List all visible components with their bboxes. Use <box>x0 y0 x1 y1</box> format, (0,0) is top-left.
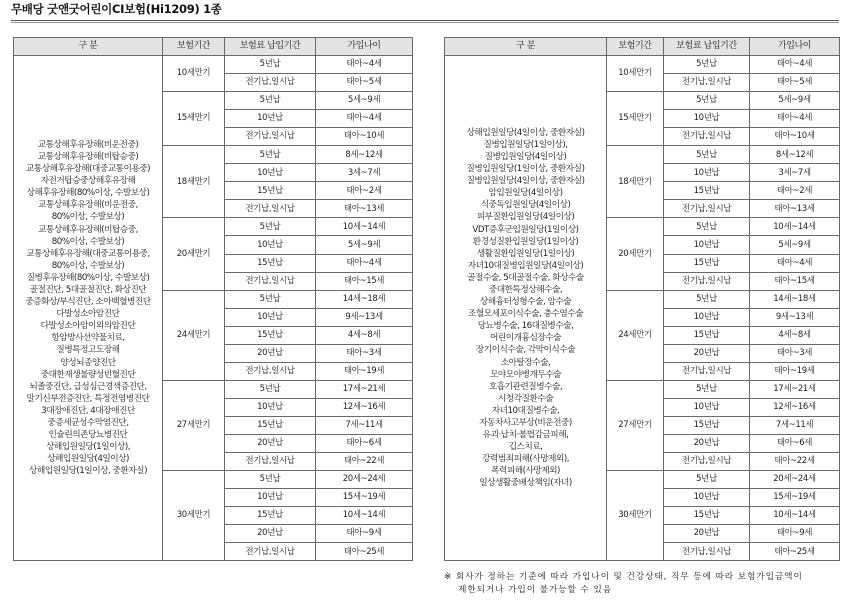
coverage-item: 식중독입원일당(4일이상) <box>480 200 571 211</box>
entry-age-cell: 태아~15세 <box>316 272 413 290</box>
coverage-item: 80%이상, 수발보상) <box>51 236 125 247</box>
entry-age-cell: 20세~24세 <box>750 471 840 489</box>
entry-age-cell: 태아~5세 <box>316 74 413 92</box>
payment-period-cell: 10년납 <box>664 398 750 416</box>
coverage-item: 조혈모세포이식수술, 충수염수술 <box>467 309 583 320</box>
coverage-item: 폭력피해(사망제외) <box>491 466 560 477</box>
coverage-item: 상해입원일당(4일이상) <box>47 454 129 465</box>
footnote <box>444 571 844 597</box>
entry-age-cell: 7세~11세 <box>750 416 840 434</box>
left-table-body <box>14 56 413 561</box>
coverage-item: 80%이상, 수발보상) <box>51 212 125 223</box>
entry-age-cell: 12세~16세 <box>750 398 840 416</box>
entry-age-cell: 20세~24세 <box>316 471 413 489</box>
payment-period-cell: 5년납 <box>664 471 750 489</box>
coverage-item: 소아탈장수술, <box>500 357 551 368</box>
insurance-period-cell: 10세만기 <box>607 56 664 92</box>
coverage-item: 상해입원일당(1일이상, 중환자실) <box>29 466 147 477</box>
entry-age-cell: 5세~9세 <box>750 236 840 254</box>
coverage-item: 어린이개흉심장수술 <box>489 333 562 344</box>
insurance-period-cell: 27세만기 <box>607 380 664 470</box>
entry-age-cell: 15세~19세 <box>750 489 840 507</box>
payment-period-cell: 10년납 <box>225 489 316 507</box>
payment-period-cell: 전기납,일시납 <box>664 128 750 146</box>
payment-period-cell: 10년납 <box>225 308 316 326</box>
payment-period-cell: 5년납 <box>225 471 316 489</box>
entry-age-cell: 12세~16세 <box>316 398 413 416</box>
coverage-item: 중증화상/부식진단, 소아백혈병진단 <box>25 297 151 308</box>
payment-period-cell: 5년납 <box>225 218 316 236</box>
coverage-item: 교통상해후유장해(비운전중) <box>37 139 139 150</box>
insurance-period-cell: 20세만기 <box>163 218 225 290</box>
coverage-item: 생활질환입원일당(1일이상) <box>476 248 575 259</box>
entry-age-cell: 9세~13세 <box>750 308 840 326</box>
table-header-row <box>445 38 840 56</box>
entry-age-cell: 태아~10세 <box>750 128 840 146</box>
payment-period-cell: 5년납 <box>664 218 750 236</box>
title-divider-secondary <box>11 22 839 23</box>
coverage-item: 상해입원일당(4일이상, 중환자실) <box>466 127 585 138</box>
coverage-item: 호흡기관련질병수술, <box>488 381 563 392</box>
page-title: 무배당 굿앤굿어린이CI보험(Hi1209) 1종 <box>11 2 222 16</box>
payment-period-cell: 전기납,일시납 <box>225 543 316 561</box>
entry-age-cell: 태아~9세 <box>750 525 840 543</box>
payment-period-cell: 5년납 <box>225 92 316 110</box>
entry-age-cell: 태아~2세 <box>750 182 840 200</box>
entry-age-cell: 5세~9세 <box>750 92 840 110</box>
insurance-period-cell: 24세만기 <box>607 290 664 380</box>
coverage-item: 인슐린의존당뇨병진단 <box>48 430 128 441</box>
payment-period-cell: 15년납 <box>225 254 316 272</box>
coverage-item: 질병입원일당(4일이상, 중환자실) <box>466 176 585 187</box>
entry-age-cell: 3세~7세 <box>750 164 840 182</box>
payment-period-cell: 5년납 <box>225 146 316 164</box>
coverage-item: 질병입원일당(1일이상, 중환자실) <box>466 164 585 175</box>
coverage-item: 중증세균성수막염진단, <box>47 418 129 428</box>
entry-age-cell: 태아~4세 <box>316 56 413 74</box>
entry-age-cell: 17세~21세 <box>316 380 413 398</box>
payment-period-cell: 15년납 <box>225 507 316 525</box>
payment-period-cell: 10년납 <box>664 164 750 182</box>
coverage-item: 자전거탑승중상해후유장해 <box>40 176 136 187</box>
entry-age-cell: 태아~2세 <box>316 182 413 200</box>
payment-period-cell: 5년납 <box>664 380 750 398</box>
payment-period-cell: 5년납 <box>225 290 316 308</box>
coverage-item: 다발성소아암진단 <box>56 309 120 320</box>
coverage-item: 교통상해후유장해(대중교통이용중, <box>26 248 150 259</box>
entry-age-cell: 태아~22세 <box>316 453 413 471</box>
entry-age-cell: 태아~25세 <box>316 543 413 561</box>
payment-period-cell: 전기납,일시납 <box>225 453 316 471</box>
left-coverage-table <box>13 37 413 561</box>
entry-age-cell: 4세~8세 <box>750 326 840 344</box>
header-entry-age: 가입나이 <box>316 38 413 56</box>
payment-period-cell: 전기납,일시납 <box>225 362 316 380</box>
right-coverage-table <box>444 37 840 561</box>
table-header-row <box>14 38 413 56</box>
payment-period-cell: 10년납 <box>664 110 750 128</box>
coverage-item: 질병입원일당(4일이상) <box>484 151 567 162</box>
payment-period-cell: 15년납 <box>225 326 316 344</box>
entry-age-cell: 14세~18세 <box>316 290 413 308</box>
coverage-item: 자동차사고부상(비운전중) <box>479 418 572 428</box>
entry-age-cell: 태아~10세 <box>316 128 413 146</box>
coverage-item: 유괴·납치·불법감금피해, <box>482 430 569 441</box>
coverage-item: 당뇨병수술, 16대질병수술, <box>477 321 574 332</box>
payment-period-cell: 5년납 <box>664 92 750 110</box>
entry-age-cell: 10세~14세 <box>316 218 413 236</box>
header-coverage: 구 분 <box>445 38 607 56</box>
coverage-item: 항암방사선약물치료, <box>51 333 125 344</box>
coverage-list-cell <box>14 56 163 561</box>
entry-age-cell: 5세~9세 <box>316 236 413 254</box>
payment-period-cell: 전기납,일시납 <box>664 453 750 471</box>
coverage-item: 골절진단, 5대골절진단, 화상진단 <box>29 284 147 295</box>
payment-period-cell: 전기납,일시납 <box>225 128 316 146</box>
coverage-item: 교통상해후유장해(대중교통이용중) <box>25 164 151 175</box>
coverage-item: 상해후유장해(80%이상, 수발보상) <box>26 188 150 199</box>
coverage-item: 피부질환입원일당(4일이상) <box>476 212 575 223</box>
payment-period-cell: 전기납,일시납 <box>664 74 750 92</box>
coverage-list-cell <box>445 56 607 561</box>
entry-age-cell: 태아~9세 <box>316 525 413 543</box>
entry-age-cell: 태아~22세 <box>750 453 840 471</box>
insurance-period-cell: 18세만기 <box>607 146 664 218</box>
payment-period-cell: 전기납,일시납 <box>225 74 316 92</box>
payment-period-cell: 전기납,일시납 <box>225 200 316 218</box>
coverage-item: 상해흉터성형수술, 암수술 <box>479 297 572 308</box>
payment-period-cell: 5년납 <box>225 380 316 398</box>
coverage-item: 3대장애진단, 4대장애진단 <box>41 405 135 416</box>
payment-period-cell: 전기납,일시납 <box>664 362 750 380</box>
entry-age-cell: 태아~15세 <box>750 272 840 290</box>
payment-period-cell: 15년납 <box>225 182 316 200</box>
payment-period-cell: 20년납 <box>225 344 316 362</box>
insurance-period-cell: 18세만기 <box>163 146 225 218</box>
title-divider <box>11 20 839 21</box>
coverage-item: 질병특정고도장해 <box>56 345 120 356</box>
insurance-period-cell: 15세만기 <box>163 92 225 146</box>
payment-period-cell: 5년납 <box>225 56 316 74</box>
insurance-period-cell: 30세만기 <box>607 471 664 561</box>
entry-age-cell: 태아~19세 <box>316 362 413 380</box>
coverage-item: 일상생활중배상책임(자녀) <box>479 478 572 489</box>
coverage-item: 암입원일당(4일이상) <box>488 188 563 199</box>
footnote-line-2: 제한되거나 가입이 불가능할 수 있음 <box>458 585 613 595</box>
entry-age-cell: 태아~13세 <box>750 200 840 218</box>
entry-age-cell: 15세~19세 <box>316 489 413 507</box>
entry-age-cell: 태아~3세 <box>750 344 840 362</box>
entry-age-cell: 10세~14세 <box>750 218 840 236</box>
entry-age-cell: 태아~4세 <box>750 56 840 74</box>
coverage-item: 80%이상, 수발보상) <box>51 260 125 271</box>
entry-age-cell: 8세~12세 <box>316 146 413 164</box>
entry-age-cell: 10세~14세 <box>316 507 413 525</box>
coverage-item: 교통상해후유장해(비탑승중) <box>37 151 139 162</box>
coverage-item: 모야모야병개두수술 <box>489 369 562 380</box>
entry-age-cell: 3세~7세 <box>316 164 413 182</box>
payment-period-cell: 15년납 <box>664 507 750 525</box>
entry-age-cell: 태아~6세 <box>750 434 840 452</box>
payment-period-cell: 10년납 <box>225 164 316 182</box>
table-row <box>445 56 840 74</box>
payment-period-cell: 15년납 <box>664 416 750 434</box>
entry-age-cell: 9세~13세 <box>316 308 413 326</box>
coverage-item: VDT증후군입원일당(1일이상) <box>472 224 579 235</box>
payment-period-cell: 20년납 <box>225 434 316 452</box>
insurance-period-cell: 30세만기 <box>163 471 225 561</box>
payment-period-cell: 10년납 <box>664 236 750 254</box>
payment-period-cell: 전기납,일시납 <box>664 200 750 218</box>
entry-age-cell: 14세~18세 <box>750 290 840 308</box>
right-table-body <box>445 56 840 561</box>
coverage-item: 환경성질환입원일당(1일이상) <box>472 236 579 247</box>
insurance-period-cell: 24세만기 <box>163 290 225 380</box>
coverage-item: 중대한특정상해수술, <box>488 284 563 295</box>
payment-period-cell: 5년납 <box>664 56 750 74</box>
coverage-item: 중대한재생불량성빈혈진단 <box>40 369 136 380</box>
insurance-period-cell: 15세만기 <box>607 92 664 146</box>
entry-age-cell: 태아~4세 <box>316 254 413 272</box>
payment-period-cell: 15년납 <box>664 182 750 200</box>
coverage-item: 강력범죄피해(사망제외), <box>482 454 569 465</box>
entry-age-cell: 5세~9세 <box>316 92 413 110</box>
payment-period-cell: 10년납 <box>225 236 316 254</box>
coverage-item: 시청각질환수술 <box>497 393 554 404</box>
payment-period-cell: 20년납 <box>664 434 750 452</box>
payment-period-cell: 전기납,일시납 <box>225 272 316 290</box>
payment-period-cell: 20년납 <box>225 525 316 543</box>
entry-age-cell: 태아~4세 <box>316 110 413 128</box>
coverage-item: 양성뇌종양진단 <box>60 357 116 368</box>
header-coverage: 구 분 <box>14 38 163 56</box>
payment-period-cell: 5년납 <box>664 146 750 164</box>
entry-age-cell: 태아~5세 <box>750 74 840 92</box>
entry-age-cell: 태아~25세 <box>750 543 840 561</box>
entry-age-cell: 태아~4세 <box>750 254 840 272</box>
entry-age-cell: 4세~8세 <box>316 326 413 344</box>
header-payment-period: 보험료 납입기간 <box>664 38 750 56</box>
entry-age-cell: 태아~6세 <box>316 434 413 452</box>
payment-period-cell: 15년납 <box>225 416 316 434</box>
coverage-item: 자녀10대질병수술, <box>491 405 560 416</box>
payment-period-cell: 10년납 <box>664 489 750 507</box>
payment-period-cell: 15년납 <box>664 254 750 272</box>
entry-age-cell: 태아~19세 <box>750 362 840 380</box>
table-row <box>14 56 413 74</box>
coverage-item: 교통상해후유장해(비탑승중, <box>38 224 138 235</box>
payment-period-cell: 5년납 <box>664 290 750 308</box>
entry-age-cell: 7세~11세 <box>316 416 413 434</box>
entry-age-cell: 태아~4세 <box>750 110 840 128</box>
coverage-item: 자녀10대질병입원일당(4일이상) <box>467 260 584 271</box>
coverage-item: 다발성소아암이외의암진단 <box>40 321 136 332</box>
footnote-line-1: ※ 회사가 정하는 기준에 따라 가입나이 및 건강상태, 직무 등에 따라 보험가입금액이 <box>444 572 803 582</box>
payment-period-cell: 20년납 <box>664 525 750 543</box>
payment-period-cell: 10년납 <box>225 398 316 416</box>
insurance-period-cell: 27세만기 <box>163 380 225 470</box>
coverage-item: 골절수술, 5대골절수술, 화상수술 <box>467 272 584 283</box>
header-payment-period: 보험료 납입기간 <box>225 38 316 56</box>
entry-age-cell: 8세~12세 <box>750 146 840 164</box>
payment-period-cell: 15년납 <box>664 326 750 344</box>
coverage-item: 질병입원일당(1일이상), <box>483 139 568 150</box>
entry-age-cell: 태아~13세 <box>316 200 413 218</box>
payment-period-cell: 20년납 <box>664 344 750 362</box>
payment-period-cell: 전기납,일시납 <box>664 272 750 290</box>
header-entry-age: 가입나이 <box>750 38 840 56</box>
entry-age-cell: 17세~21세 <box>750 380 840 398</box>
coverage-item: 장기이식수술, 각막이식수술 <box>475 345 576 356</box>
insurance-period-cell: 20세만기 <box>607 218 664 290</box>
header-insurance-period: 보험기간 <box>163 38 225 56</box>
payment-period-cell: 전기납,일시납 <box>664 543 750 561</box>
payment-period-cell: 10년납 <box>664 308 750 326</box>
coverage-item: 말기신부전증진단, 특정전염병진단 <box>26 393 150 404</box>
entry-age-cell: 10세~14세 <box>750 507 840 525</box>
coverage-item: 교통상해후유장해(비운전중, <box>38 200 138 211</box>
coverage-item: 상해입원일당(1일이상), <box>45 442 131 453</box>
coverage-item: 깁스치료, <box>508 442 543 453</box>
payment-period-cell: 10년납 <box>225 110 316 128</box>
insurance-period-cell: 10세만기 <box>163 56 225 92</box>
header-insurance-period: 보험기간 <box>607 38 664 56</box>
entry-age-cell: 태아~3세 <box>316 344 413 362</box>
coverage-item: 질병후유장해(80%이상, 수발보상) <box>26 272 150 283</box>
coverage-item: 뇌졸중진단, 급성심근경색증진단, <box>29 381 147 392</box>
